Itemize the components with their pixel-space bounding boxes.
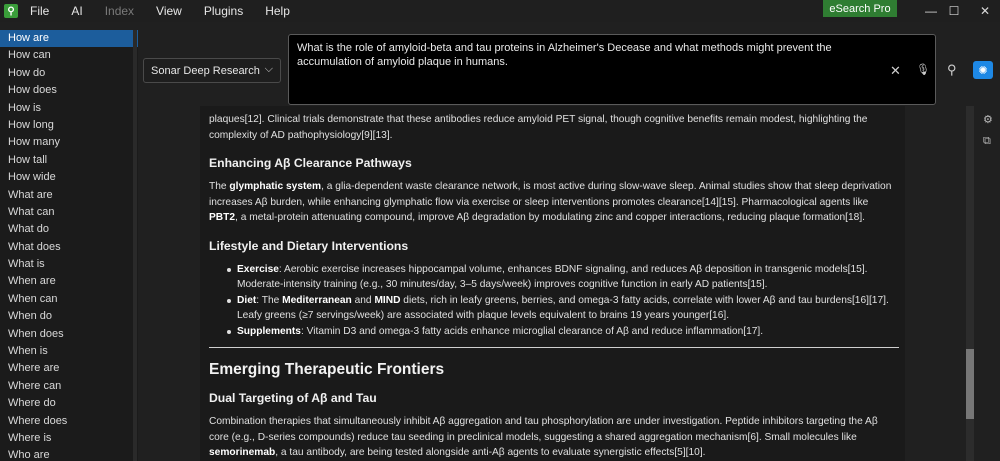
sidebar-item[interactable]: How is [8,101,42,114]
sidebar-item[interactable]: How many [8,136,60,149]
list-item: Diet: The Mediterranean and MIND diets, rich in leafy greens, berries, and omega-3 fatty acids, correlate with lower Aβ and tau burdens[16][17]. Leafy greens (≥7 servings/week) are associated with plaque levels equivalent to brains 19 years younger[16]. [237,293,899,324]
sidebar-scrollbar[interactable] [133,30,137,461]
app-logo-icon: ⚲ [4,4,18,18]
sidebar-item[interactable]: How do [8,66,46,79]
sidebar-item[interactable]: When do [8,310,53,323]
answer-panel [200,106,905,461]
sidebar-item[interactable]: Where can [8,379,62,392]
answer-content [209,106,899,461]
sidebar-item[interactable]: What are [8,188,53,201]
sidebar-item[interactable]: How does [8,84,57,97]
scrollbar-thumb[interactable] [966,349,974,419]
heading-dual-targeting: Dual Targeting of Aβ and Tau [209,391,377,405]
sidebar-item[interactable]: What does [8,240,61,253]
paragraph: Combination therapies that simultaneously inhibit Aβ aggregation and tau phosphorylation are under investigation. Peptide inhibitors targeting the Aβ core (e.g., D-series compounds) reduce tau seeding in preclinical models, suggesting a shared aggregation mechanism[6]. Small molecules like semorinemab, a tau antibody, are being tested alongside anti-Aβ agents to evaluate synergistic effects[5][10]. [209,416,878,458]
sidebar-item[interactable]: How can [8,49,51,62]
sidebar-item[interactable]: When does [8,327,64,340]
sidebar-item[interactable]: Where does [8,414,68,427]
query-text[interactable]: What is the role of amyloid-beta and tau proteins in Alzheimer's Decease and what methods might prevent the accumulation of amyloid plaque in humans. [297,42,832,68]
divider [209,347,899,348]
menu-view[interactable]: View [156,4,182,18]
paragraph: plaques[12]. Clinical trials demonstrate that these antibodies reduce amyloid PET signal, though cognitive benefits remain modest, highlighting the complexity of AD pathophysiology[9][13]. [209,114,868,141]
menu-file[interactable]: File [30,4,50,18]
close-icon[interactable]: ✕ [979,4,991,18]
main-menu [30,0,312,22]
settings-icon[interactable]: ⚙ [983,114,993,126]
question-prefix-sidebar [0,30,138,461]
sidebar-item[interactable]: What is [8,258,45,271]
esearch-pro-badge[interactable]: eSearch Pro [823,0,897,17]
clear-icon[interactable]: ✕ [890,63,901,78]
copy-icon[interactable]: ⧉ [983,135,991,147]
menu-plugins[interactable]: Plugins [203,4,244,18]
lifestyle-list [209,262,899,340]
list-item: Exercise: Aerobic exercise increases hippocampal volume, enhances BDNF signaling, and reduces Aβ deposition in transgenic models[15]. Moderate-intensity training (e.g., 30 minutes/day, 3–5 days/week) improves cognitive function in early AD patients[15]. [237,262,899,293]
heading-clearance: Enhancing Aβ Clearance Pathways [209,156,412,170]
sidebar-item[interactable]: How wide [8,171,56,184]
sparkle-icon: ✺ [978,64,988,77]
list-item: Supplements: Vitamin D3 and omega-3 fatty acids enhance microglial clearance of Aβ and reduce inflammation[17]. [237,324,899,340]
menu-index[interactable]: Index [104,4,135,18]
maximize-icon[interactable]: ☐ [948,4,960,18]
sidebar-item[interactable]: Where is [8,431,52,444]
search-icon[interactable]: ⚲ [947,62,957,77]
minimize-icon[interactable]: — [925,4,937,18]
query-textarea[interactable] [288,34,936,105]
sidebar-item[interactable]: Where do [8,397,56,410]
sidebar-item[interactable]: What do [8,223,49,236]
sidebar-item[interactable]: How tall [8,153,48,166]
microphone-icon[interactable]: 🎙 [916,64,930,76]
sidebar-item[interactable]: When can [8,292,58,305]
model-select-value: Sonar Deep Research [151,64,260,77]
sidebar-item[interactable]: Where are [8,362,60,375]
sidebar-item[interactable]: What can [8,205,55,218]
menu-help[interactable]: Help [265,4,290,18]
submit-ai-button[interactable] [973,61,993,79]
sidebar-item[interactable]: How long [8,118,54,131]
model-select[interactable] [143,58,281,83]
sidebar-item[interactable]: How are [0,30,138,47]
paragraph: The glymphatic system, a glia-dependent waste clearance network, is most active during slow-wave sleep. Animal studies show that sleep deprivation increases Aβ burden, while enhancing glymphatic flow via exercise or sleep interventions promotes clearance[14][15]. Pharmacological agents like PBT2, a metal-protein attenuating compound, improve Aβ degradation by modulating zinc and copper interactions, reducing plaque formation[18]. [209,181,892,223]
sidebar-item[interactable]: Who are [8,449,50,461]
sidebar-item[interactable]: When is [8,345,48,358]
heading-lifestyle: Lifestyle and Dietary Interventions [209,238,409,253]
chevron-down-icon: ⌵ [264,63,273,75]
heading-emerging: Emerging Therapeutic Frontiers [209,361,445,378]
sidebar-item[interactable]: When are [8,275,56,288]
menu-ai[interactable]: AI [71,4,83,18]
content-scrollbar[interactable] [966,106,974,461]
title-menu-bar [0,0,1000,22]
